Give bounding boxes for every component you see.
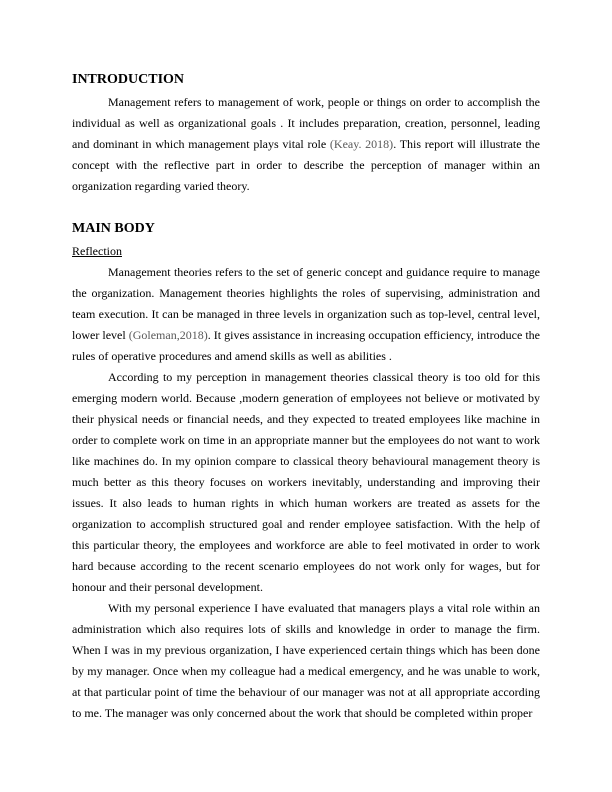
reflection-paragraph-3: With my personal experience I have evaluated that managers plays a vital role within an administration which also requires lots of skills and knowledge in order to manage the firm. When I was in my previous organization, I have experienced certain things which has been done by my manager. Once when my colleague had a medical emergency, and he was unable to work, at that particular point of time the behaviour of our manager was not at all appropriate according to me. The manager was only concerned about the work that should be completed within proper	[72, 601, 540, 720]
reflection-text-a: Management theories refers to the set of generic concept and guidance require to manage the organization. Management theories highlights the roles of supervising, administration and team execution. It can be managed in three levels in organization such as top-level, central level, lower level	[72, 265, 540, 342]
reflection-subheading: Reflection	[72, 244, 122, 258]
introduction-paragraph	[72, 92, 540, 197]
reflection-paragraph-2: According to my perception in management theories classical theory is too old for this emerging modern world. Because ,modern generation of employees not believe or motivated by their physical needs or financial needs, and they expected to treated employees like machine in order to complete work on time in an appropriate manner but the employees do not want to work like machines do. In my opinion compare to classical theory behavioural management theory is much better as this theory focuses on workers inevitably, understanding and improving their issues. It also leads to human rights in which human workers are treated as assets for the organization to accomplish structured goal and render employee satisfaction. With the help of this particular theory, the employees and workforce are able to feel motivated in order to work hard because according to the recent scenario employees do not work only for wages, but for honour and their personal development.	[72, 370, 540, 594]
reflection-paragraph-1	[72, 262, 540, 367]
reflection-citation: (Goleman,2018)	[128, 328, 208, 342]
introduction-heading: INTRODUCTION	[72, 72, 185, 87]
introduction-text-a: Management refers to management of work, people or things on order to accomplish the individual as well as organizational goals . It includes preparation, creation, personnel, leading and dominant in which management plays vital role	[72, 95, 540, 151]
reflection-text-b: . It gives assistance in increasing occupation efficiency, introduce the rules of operative procedures and amend skills as well as abilities .	[72, 328, 540, 363]
introduction-text-b: . This report will illustrate the concept with the reflective part in order to describe the perception of manager within an organization regarding varied theory.	[72, 137, 541, 193]
main-body-heading: MAIN BODY	[72, 221, 155, 236]
document-page	[72, 70, 540, 724]
introduction-citation: (Keay. 2018)	[329, 137, 394, 151]
